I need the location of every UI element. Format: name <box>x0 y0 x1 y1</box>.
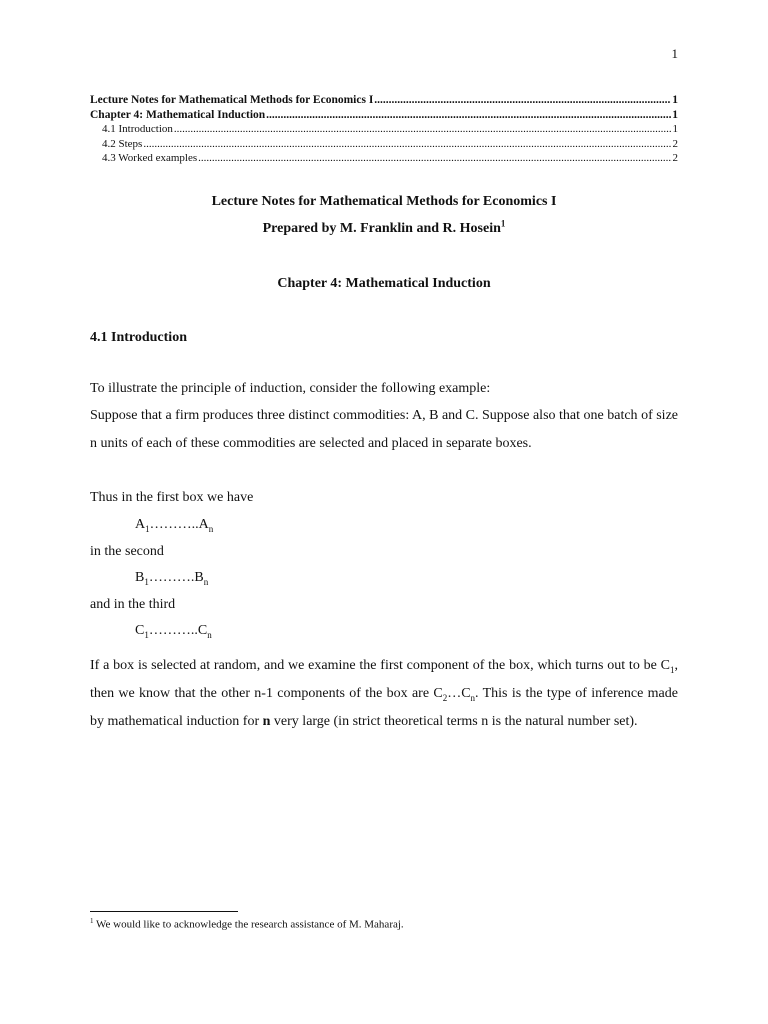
footnote <box>90 917 404 931</box>
inference-text: very large (in strict theoretical terms n is the natural number set). <box>270 714 638 729</box>
seq-end-sub: n <box>208 523 214 534</box>
inference-text: If a box is selected at random, and we examine the first component of the box, which turns out to be C <box>90 658 670 673</box>
toc-entry-title: 4.1 Introduction <box>102 123 173 135</box>
section-title: 4.1 Introduction <box>90 330 187 345</box>
seq-end-sub: n <box>207 629 212 640</box>
footnote-text: We would like to acknowledge the research assistance of M. Maharaj. <box>93 918 404 931</box>
footnote-mark: 1 <box>90 917 94 925</box>
toc-entry-title: 4.3 Worked examples <box>102 152 198 164</box>
footnote-separator <box>90 911 238 912</box>
seq-dots: ……….. <box>148 623 198 638</box>
second-box-intro: in the second <box>90 544 164 559</box>
seq-start-sub: 1 <box>145 523 150 534</box>
box-b-sequence <box>135 570 208 586</box>
seq-dots: ……….. <box>149 517 199 532</box>
seq-dots: ………. <box>148 570 195 585</box>
seq-start: C <box>135 623 145 638</box>
footnote-reference-mark[interactable]: 1 <box>500 218 506 229</box>
toc-entry[interactable] <box>90 93 678 108</box>
inference-sub: n <box>470 692 476 703</box>
seq-end-sub: n <box>203 576 209 587</box>
intro-paragraph: Suppose that a firm produces three distinct commodities: A, B and C. Suppose also that one batch of size n units of each of these commodities are selected and placed in separate boxes. <box>90 408 678 451</box>
toc-leader-dots <box>143 137 671 152</box>
seq-end: B <box>194 570 204 585</box>
toc-entry[interactable] <box>90 137 678 152</box>
toc-entry-title: 4.2 Steps <box>102 137 143 150</box>
toc-entry-page: 2 <box>672 152 678 164</box>
third-box-intro: and in the third <box>90 597 176 612</box>
seq-end: C <box>197 623 208 638</box>
box-c-sequence <box>135 623 212 639</box>
toc-leader-dots <box>198 151 671 166</box>
seq-start: A <box>135 517 146 532</box>
toc-entry[interactable] <box>90 108 678 123</box>
document-title: Lecture Notes for Mathematical Methods for Economics I <box>211 194 557 209</box>
toc-leader-dots <box>374 93 671 108</box>
intro-paragraph: To illustrate the principle of induction, consider the following example: <box>90 381 491 396</box>
seq-start-sub: 1 <box>144 629 149 640</box>
seq-start-sub: 1 <box>144 576 149 587</box>
table-of-contents <box>90 93 678 166</box>
toc-entry-page: 2 <box>672 137 678 150</box>
box-a-sequence <box>135 517 213 533</box>
toc-entry[interactable] <box>90 151 678 166</box>
inference-text: . This is the type of inference made by mathematical induction for <box>90 686 678 729</box>
inference-paragraph <box>90 652 678 736</box>
inference-text: …C <box>447 686 471 701</box>
inference-bold-n: n <box>262 714 271 729</box>
inference-text: , then we know that the other n-1 components of the box are C <box>90 658 678 701</box>
inference-sub: 2 <box>442 692 448 703</box>
seq-start: B <box>135 570 145 585</box>
toc-entry-page: 1 <box>672 123 678 135</box>
toc-leader-dots <box>174 122 672 137</box>
toc-entry-page: 1 <box>672 108 678 121</box>
page-number: 1 <box>671 46 678 61</box>
first-box-intro: Thus in the first box we have <box>90 490 254 505</box>
chapter-title: Chapter 4: Mathematical Induction <box>277 276 491 291</box>
toc-entry-title: Lecture Notes for Mathematical Methods for Economics I <box>90 94 374 106</box>
authors-text: Prepared by M. Franklin and R. Hosein <box>262 221 501 236</box>
toc-entry[interactable] <box>90 122 678 137</box>
toc-entry-title: Chapter 4: Mathematical Induction <box>90 108 266 121</box>
seq-end: A <box>198 517 209 532</box>
toc-leader-dots <box>266 108 671 123</box>
authors-line <box>90 218 678 237</box>
inference-sub: 1 <box>670 664 675 675</box>
toc-entry-page: 1 <box>672 94 678 106</box>
